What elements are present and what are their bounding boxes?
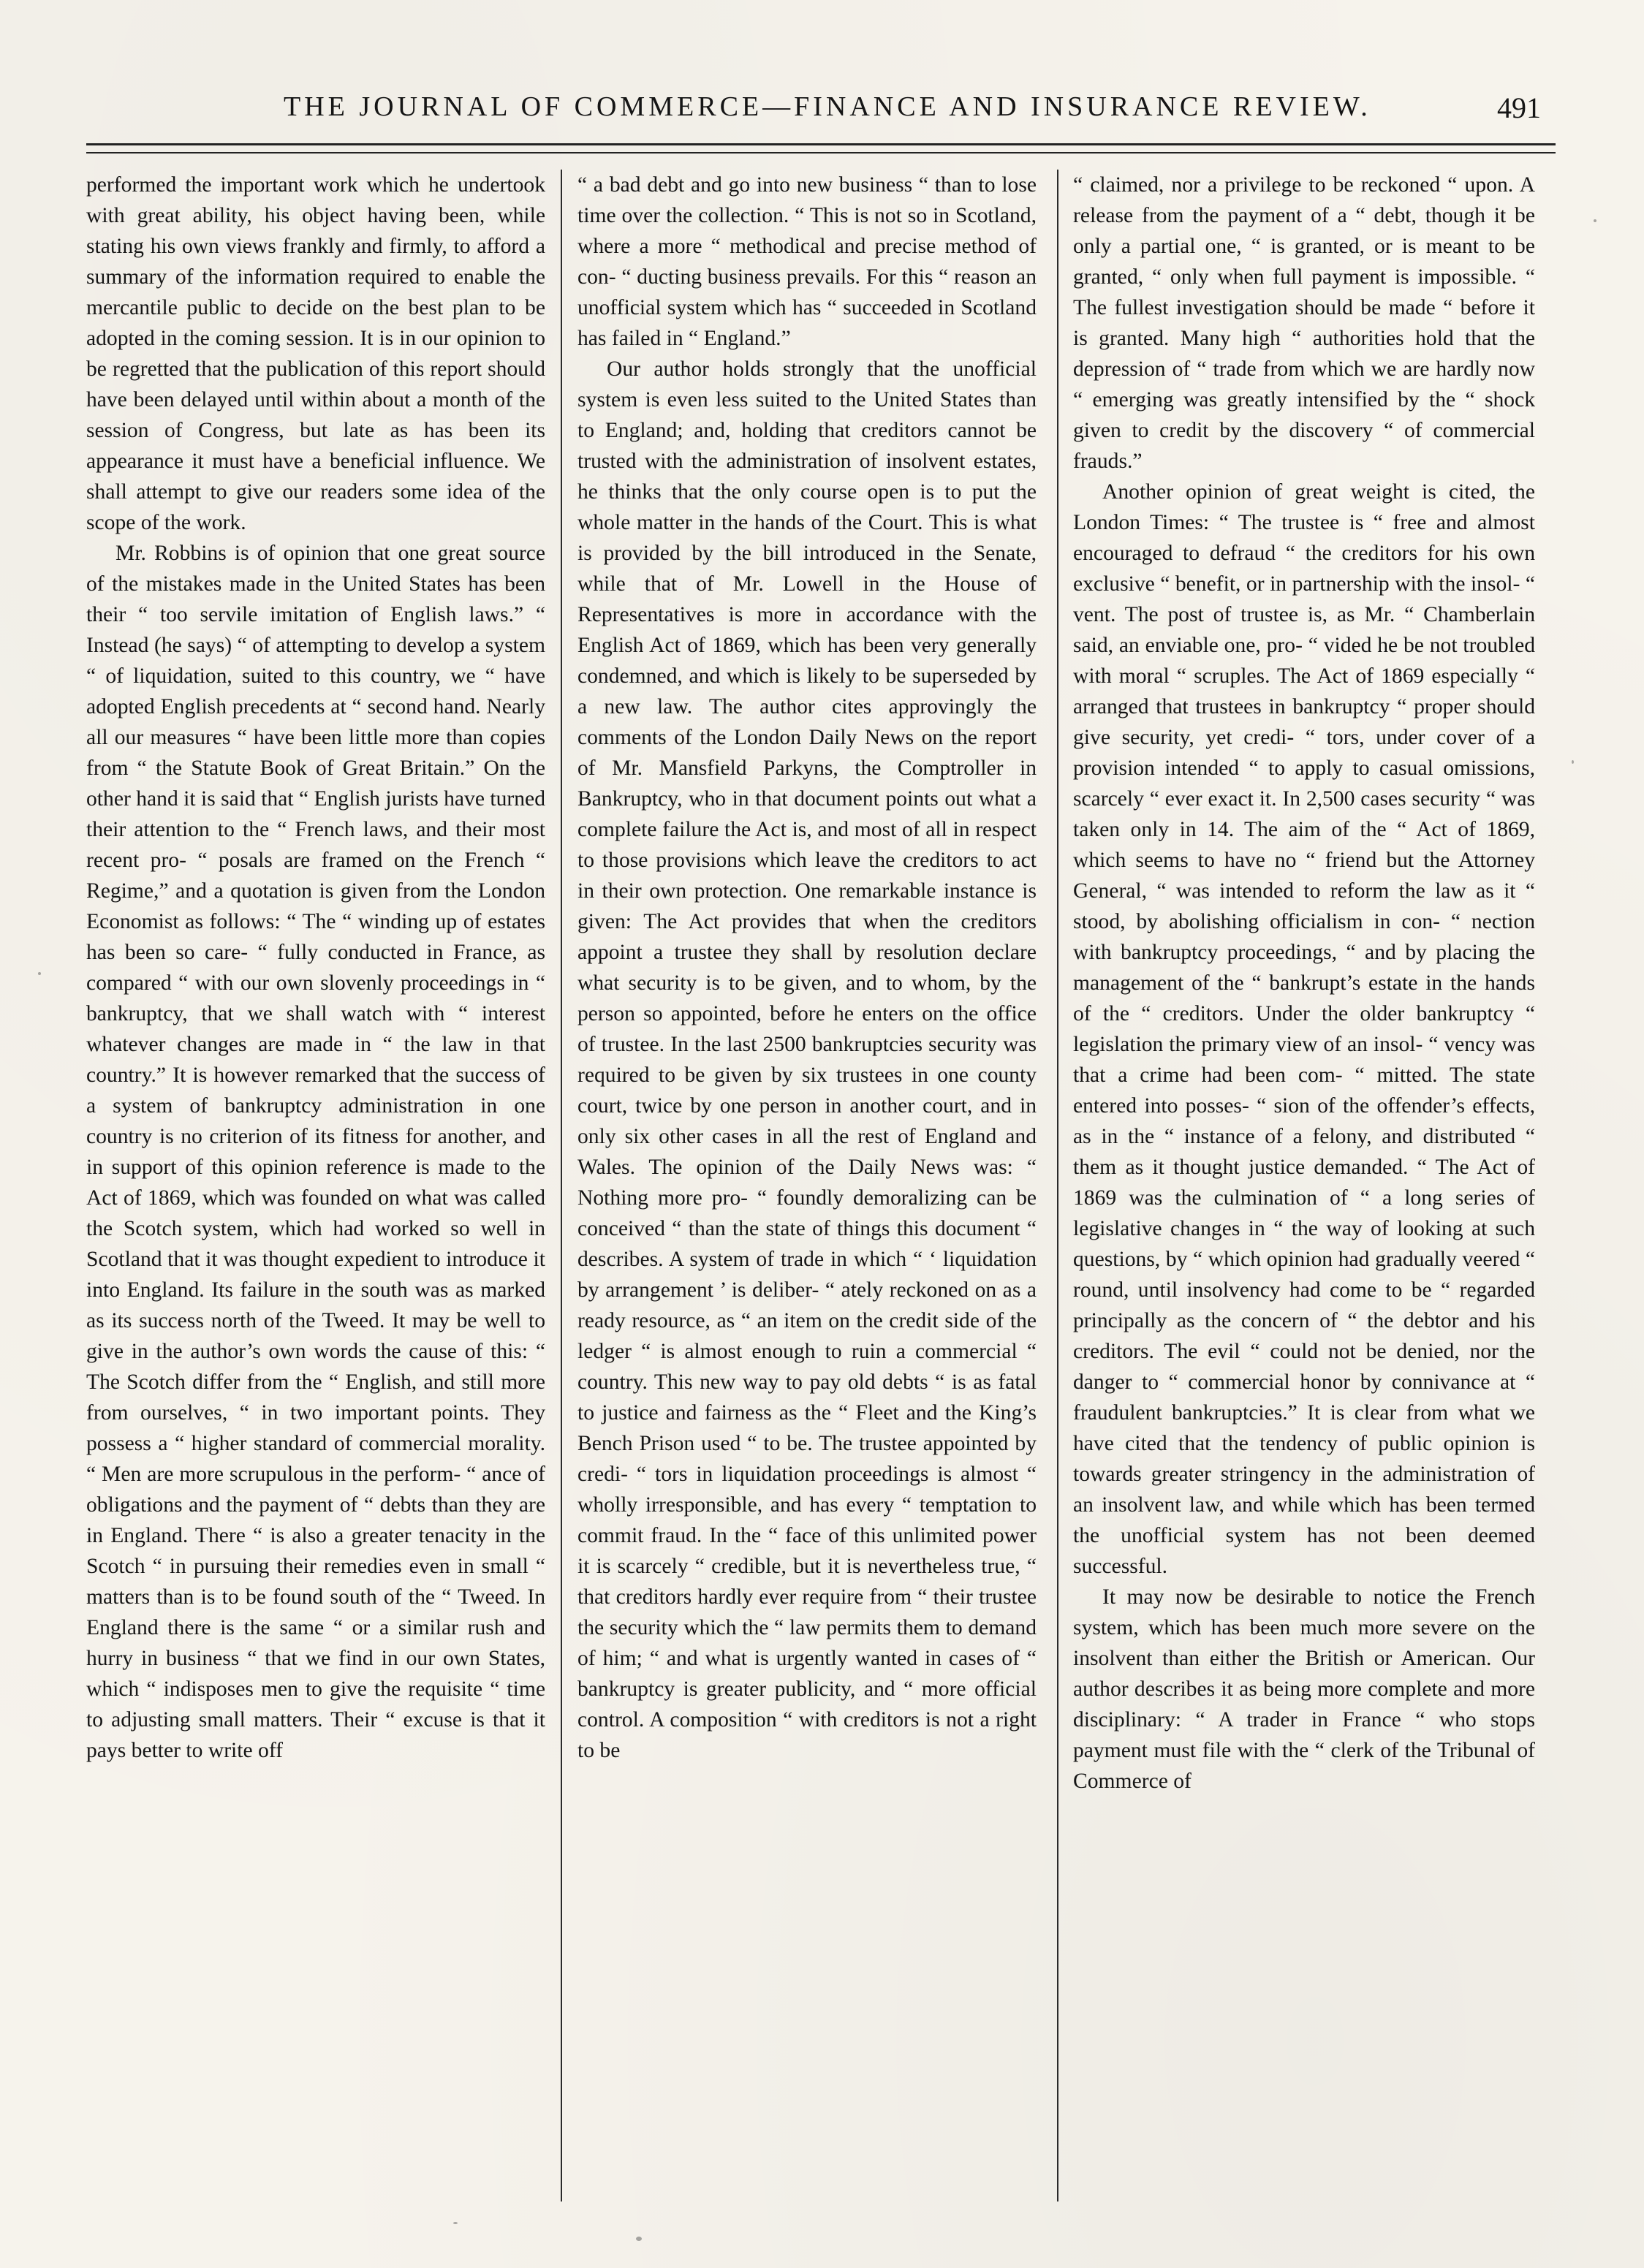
paragraph: Another opinion of great weight is cited, the London Times: “ The trustee is “ free and almost encouraged to defraud “ the creditors for his own exclusive “ benefit, or in partnership with the insol- “ vent. The post of trustee is, as Mr. “ Chamberlain said, an enviable one, pro- “ vided he be not troubled with moral “ scruples. The Act of 1869 especially “ arranged that trustees in bankruptcy “ proper should give security, yet credi- “ tors, under cover of a provision intended “ to apply to casual omissions, scarcely “ ever exact it. In 2,500 cases security “ was taken only in 14. The aim of the “ Act of 1869, which seems to have no “ friend but the Attorney General, “ was intended to reform the law as it “ stood, by abolishing officialism in con- “ nection with bankruptcy proceedings, “ and by placing the management of the “ bankrupt’s estate in the hands of the “ creditors. Under the older bankruptcy “ legislation the primary view of an insol- “ vency was that a crime had been com- “ mitted. The state entered into posses- “ sion of the offender’s effects, as in the “ instance of a felony, and distributed “ them as it thought justice demanded. “ The Act of 1869 was the culmination of “ a long series of legislative changes in “ the way of looking at such questions, by “ which opinion had gradually veered “ round, until insolvency had come to be “ regarded principally as the concern of “ the debtor and his creditors. The evil “ could not be denied, nor the danger to “ commercial honor by connivance at “ fraudulent bankruptcies.” It is clear from what we have cited that the tendency of public opinion is towards greater stringency in the administration of an insolvent law, and while which has been termed the unofficial system has not been deemed successful. [1073, 480, 1535, 1578]
column-divider-right [1057, 170, 1058, 2201]
print-speck [1594, 219, 1596, 222]
paragraph: Our author holds strongly that the unofficial system is even less suited to the United States than to England; and, holding that creditors cannot be trusted with the administration of insolvent estates, he thinks that the only course open is to put the whole matter in the hands of the Court. This is what is provided by the bill introduced in the Senate, while that of Mr. Lowell in the House of Representatives is more in accordance with the English Act of 1869, which has been very generally condemned, and which is likely to be superseded by a new law. The author cites approvingly the comments of the London Daily News on the report of Mr. Mansfield Parkyns, the Comptroller in Bankruptcy, who in that document points out what a complete failure the Act is, and most of all in respect to those provisions which leave the creditors to act in their own protection. One remarkable instance is given: The Act provides that when the creditors appoint a trustee they shall by resolution declare what security is to be given, and to whom, by the person so appointed, before he enters on the office of trustee. In the last 2500 bankruptcies security was required to be given by six trustees in one county court, twice by one person in another court, and in only six other cases in all the rest of England and Wales. The opinion of the Daily News was: “ Nothing more pro- “ foundly demoralizing can be conceived “ than the state of things this document “ describes. A system of trade in which “ ‘ liquidation by arrangement ’ is deliber- “ ately reckoned on as a ready resource, as “ an item on the credit side of the ledger “ is almost enough to ruin a commercial “ country. This new way to pay old debts “ is as fatal to justice and fairness as the “ Fleet and the King’s Bench Prison used “ to be. The trustee appointed by credi- “ tors in liquidation proceedings is almost “ wholly irresponsible, and has every “ temptation to commit fraud. In the “ face of this unlimited power it is scarcely “ credible, but it is nevertheless true, “ that creditors hardly ever require from “ their trustee the security which the “ law permits them to demand of him; “ and what is urgently wanted in cases of “ bankruptcy is greater publicity, and “ more official control. A composition “ with creditors is not a right to be [577, 357, 1037, 1762]
paragraph: It may now be desirable to notice the French system, which has been much more severe on the insolvent than either the British or American. Our author describes it as being more complete and more disciplinary: “ A trader in France “ who stops payment must file with the “ clerk of the Tribunal of Commerce of [1073, 1585, 1535, 1793]
paragraph: Mr. Robbins is of opinion that one great source of the mistakes made in the United States has been their “ too servile imitation of English laws.” “ Instead (he says) “ of attempting to develop a system “ of liquidation, suited to this country, we “ have adopted English precedents at “ second hand. Nearly all our measures “ have been little more than copies from “ the Statute Book of Great Britain.” On the other hand it is said that “ English jurists have turned their attention to the “ French laws, and their most recent pro- “ posals are framed on the French “ Regime,” and a quotation is given from the London Economist as follows: “ The “ winding up of estates has been so care- “ fully conducted in France, as compared “ with our own slovenly proceedings in “ bankruptcy, that we shall watch with “ interest whatever changes are made in “ the law in that country.” It is however remarked that the success of a system of bankruptcy administration in one country is no criterion of its fitness for another, and in support of this opinion reference is made to the Act of 1869, which was founded on what was called the Scotch system, which had worked so well in Scotland that it was thought expedient to introduce it into England. Its failure in the south was as marked as its success north of the Tweed. It may be well to give in the author’s own words the cause of this: “ The Scotch differ from the “ English, and still more from ourselves, “ in two important points. They possess a “ higher standard of commercial morality. “ Men are more scrupulous in the perform- “ ance of obligations and the payment of “ debts than they are in England. There “ is also a greater tenacity in the Scotch “ in pursuing their remedies even in small “ matters than is to be found south of the “ Tweed. In England there is the same “ or a similar rush and hurry in business “ that we find in our own States, which “ indisposes men to give the requisite “ time to adjusting small matters. Their “ excuse is that it pays better to write off [86, 542, 545, 1762]
text-column-3 [1073, 170, 1535, 1797]
text-column-1 [86, 170, 545, 1766]
text-column-2 [577, 170, 1037, 1766]
page-number: 491 [1497, 91, 1541, 124]
print-speck [38, 972, 41, 975]
print-speck [1572, 760, 1574, 764]
print-speck [636, 2237, 642, 2241]
paragraph: “ claimed, nor a privilege to be reckoned “ upon. A release from the payment of a “ debt, though it be only a partial one, “ is granted, or is meant to be granted, “ only when full payment is impossible. “ The fullest investigation should be made “ before it is granted. Many high “ authorities hold that the depression of “ trade from which we are hardly now “ emerging was greatly intensified by the “ shock given to credit by the discovery “ of commercial frauds.” [1073, 173, 1535, 473]
paragraph: “ a bad debt and go into new business “ than to lose time over the collection. “ This is not so in Scotland, where a more “ methodical and precise method of con- “ ducting business prevails. For this “ reason an unofficial system which has “ succeeded in Scotland has failed in “ England.” [577, 173, 1037, 350]
paragraph: performed the important work which he undertook with great ability, his object having been, while stating his own views frankly and firmly, to afford a summary of the information required to enable the mercantile public to decide on the best plan to be adopted in the coming session. It is in our opinion to be regretted that the publication of this report should have been delayed until within about a month of the session of Congress, but late as has been its appearance it must have a beneficial influence. We shall attempt to give our readers some idea of the scope of the work. [86, 173, 545, 534]
page-header [86, 86, 1556, 130]
running-title: THE JOURNAL OF COMMERCE—FINANCE AND INSURANCE REVIEW. [284, 91, 1371, 122]
print-speck [453, 2222, 458, 2224]
column-divider-left [561, 170, 562, 2201]
header-rule [86, 143, 1556, 153]
